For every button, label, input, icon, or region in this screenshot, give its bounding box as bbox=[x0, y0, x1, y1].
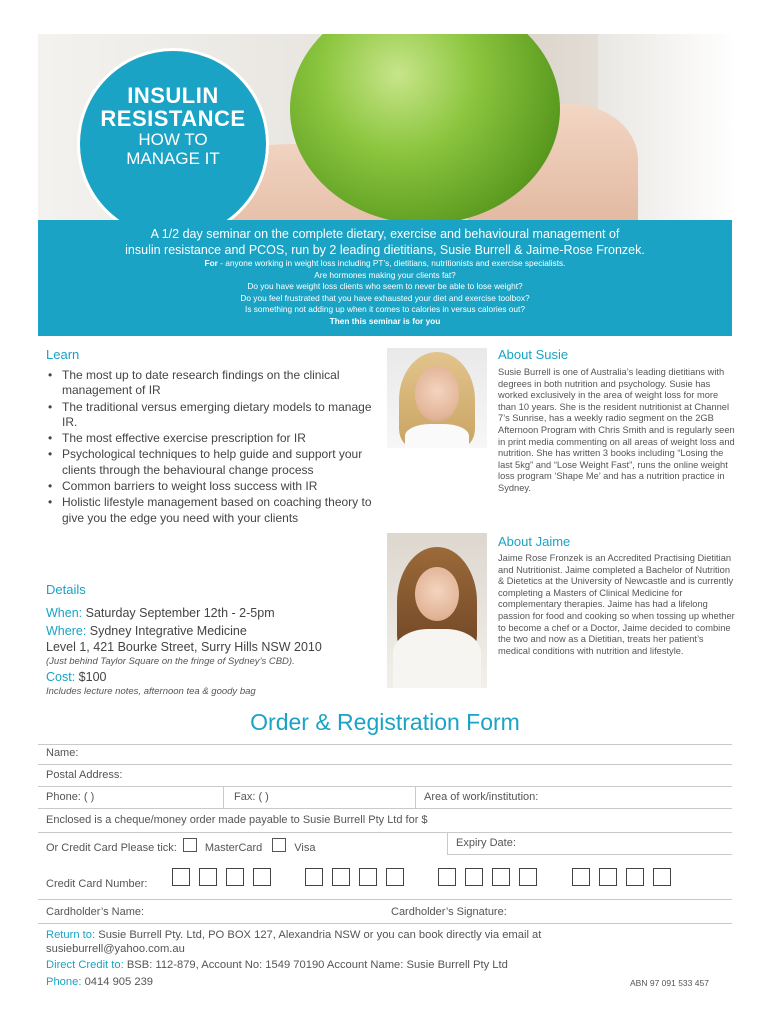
learn-item: • Holistic lifestyle management based on coaching theory to give you the edge you need with your clients bbox=[46, 495, 376, 526]
return-text: Susie Burrell Pty. Ltd, PO BOX 127, Alexandria NSW or you can book directly via email at bbox=[95, 929, 542, 941]
learn-heading: Learn bbox=[46, 347, 80, 362]
learn-item: • The traditional versus emerging dietary models to manage IR. bbox=[46, 400, 376, 431]
susie-bio: Susie Burrell is one of Australia’s leading dietitians with degrees in both nutrition and psychology. Susie has worked exclusively in the area of weight loss for more than 10 years. She is the resident nutritionist at Channel 7’s Sunrise, has a weekly radio segment on the 2GB Afternoon Program with Chris Smith and is regularly seen in print media commenting on all areas of weight loss and nutrition. She has written 3 books including “Losing the last 5kg” and “Lose Weight Fast”, runs the online weight loss program ‘Shape Me’ and has a nutrition practice in Sydney. bbox=[498, 367, 735, 493]
form-divider bbox=[38, 832, 732, 833]
cc-digit-box[interactable] bbox=[653, 868, 671, 886]
intro-lead-1: A 1/2 day seminar on the complete dietary, exercise and behavioural management of bbox=[150, 227, 620, 241]
credit-card-number-label: Credit Card Number: bbox=[46, 878, 148, 890]
cheque-field[interactable]: Enclosed is a cheque/money order made payable to Susie Burrell Pty Ltd for $ bbox=[46, 814, 428, 826]
cc-digit-box[interactable] bbox=[465, 868, 483, 886]
question-2: Do you have weight loss clients who seem to never be able to lose weight? bbox=[247, 281, 523, 291]
form-divider bbox=[223, 786, 224, 808]
cost-note: Includes lecture notes, afternoon tea & goody bag bbox=[46, 686, 256, 697]
form-divider bbox=[38, 764, 732, 765]
cardholder-signature-field[interactable]: Cardholder’s Signature: bbox=[391, 906, 507, 918]
title-badge bbox=[77, 48, 269, 240]
closing-text: Then this seminar is for you bbox=[329, 315, 441, 326]
jaime-photo bbox=[387, 533, 487, 688]
badge-line-4: MANAGE IT bbox=[126, 149, 220, 168]
cost-label: Cost: bbox=[46, 670, 76, 684]
question-3: Do you feel frustrated that you have exhausted your diet and exercise toolbox? bbox=[240, 292, 530, 303]
learn-item: • The most effective exercise prescription for IR bbox=[46, 431, 376, 446]
form-divider bbox=[447, 832, 448, 854]
cc-digit-box[interactable] bbox=[172, 868, 190, 886]
cardholder-name-field[interactable]: Cardholder’s Name: bbox=[46, 906, 145, 918]
order-form-title: Order & Registration Form bbox=[250, 709, 520, 735]
cc-digit-box[interactable] bbox=[626, 868, 644, 886]
address-note: (Just behind Taylor Square on the fringe of Sydney’s CBD). bbox=[46, 656, 295, 667]
where-line bbox=[46, 623, 386, 639]
phone-field[interactable]: Phone: ( ) bbox=[46, 791, 95, 803]
cc-digit-box[interactable] bbox=[332, 868, 350, 886]
when-line bbox=[46, 605, 386, 621]
return-label: Return to: bbox=[46, 929, 96, 941]
credit-card-tick-label: Or Credit Card Please tick: bbox=[46, 842, 177, 854]
fax-field[interactable]: Fax: ( ) bbox=[234, 791, 269, 803]
learn-item: • Psychological techniques to help guide and support your clients through the behavioural change process bbox=[46, 447, 376, 478]
name-field[interactable]: Name: bbox=[46, 747, 79, 759]
jaime-bio: Jaime Rose Fronzek is an Accredited Practising Dietitian and Nutritionist. Jaime completed a Bachelor of Nutrition & Dietetics at the University of Newcastle and is currently completing a Masters of Clinical Medicine for complementary therapies. Jaime has had a lifelong passion for food and cooking so when tossing up whether to become a chef or a Doctor, Jaime decided to combine the two and now as a Dietitian, treats her patient’s medical conditions with nutrition and lifestyle. bbox=[498, 553, 735, 656]
cc-digit-box[interactable] bbox=[226, 868, 244, 886]
badge-line-2: RESISTANCE bbox=[100, 106, 246, 131]
cc-digit-box[interactable] bbox=[519, 868, 537, 886]
phone-label: Phone: bbox=[46, 976, 82, 988]
about-susie-heading: About Susie bbox=[498, 347, 569, 362]
for-text: - anyone working in weight loss including PT’s, dietitians, nutritionists and exercise specialists. bbox=[217, 258, 566, 268]
intro-for-line bbox=[38, 258, 732, 270]
mastercard-label: MasterCard bbox=[204, 842, 263, 854]
where-label: Where: bbox=[46, 624, 87, 638]
form-divider bbox=[38, 923, 732, 924]
for-label: For bbox=[204, 258, 218, 268]
cc-digit-box[interactable] bbox=[253, 868, 271, 886]
when-label: When: bbox=[46, 606, 83, 620]
badge-line-3: HOW TO bbox=[138, 130, 208, 149]
details-heading: Details bbox=[46, 582, 86, 597]
cc-digit-box[interactable] bbox=[305, 868, 323, 886]
closing-line bbox=[38, 316, 732, 328]
form-divider bbox=[415, 786, 416, 808]
when-value: Saturday September 12th - 2-5pm bbox=[82, 606, 275, 620]
expiry-date-field[interactable]: Expiry Date: bbox=[456, 837, 516, 849]
postal-address-field[interactable]: Postal Address: bbox=[46, 769, 123, 781]
form-divider bbox=[38, 899, 732, 900]
cc-digit-box[interactable] bbox=[492, 868, 510, 886]
area-of-work-field[interactable]: Area of work/institution: bbox=[424, 791, 539, 803]
about-jaime-heading: About Jaime bbox=[498, 534, 571, 549]
form-divider bbox=[447, 854, 732, 855]
badge-line-1: INSULIN bbox=[127, 83, 219, 108]
cc-digit-box[interactable] bbox=[199, 868, 217, 886]
learn-item: • The most up to date research findings on the clinical management of IR bbox=[46, 368, 376, 399]
details-section bbox=[46, 582, 386, 698]
direct-credit-line bbox=[46, 959, 736, 971]
email-link[interactable]: susieburrell@yahoo.com.au bbox=[46, 943, 185, 955]
phone-text: 0414 905 239 bbox=[81, 976, 154, 988]
cc-digit-box[interactable] bbox=[572, 868, 590, 886]
intro-band bbox=[38, 220, 732, 336]
visa-checkbox[interactable] bbox=[272, 838, 286, 852]
learn-list bbox=[46, 368, 376, 527]
cc-digit-box[interactable] bbox=[359, 868, 377, 886]
cost-value: $100 bbox=[75, 670, 107, 684]
susie-photo bbox=[387, 348, 487, 448]
learn-item: • Common barriers to weight loss success with IR bbox=[46, 479, 376, 494]
direct-credit-text: BSB: 112-879, Account No: 1549 70190 Account Name: Susie Burrell Pty Ltd bbox=[123, 959, 508, 971]
form-divider bbox=[38, 786, 732, 787]
intro-lead-2: insulin resistance and PCOS, run by 2 leading dietitians, Susie Burrell & Jaime-Rose Fronzek. bbox=[125, 243, 645, 257]
mastercard-checkbox[interactable] bbox=[183, 838, 197, 852]
direct-credit-label: Direct Credit to: bbox=[46, 959, 124, 971]
cc-digit-box[interactable] bbox=[438, 868, 456, 886]
cc-digit-box[interactable] bbox=[599, 868, 617, 886]
cost-line bbox=[46, 669, 386, 685]
visa-label: Visa bbox=[294, 842, 316, 854]
form-divider bbox=[38, 744, 732, 745]
return-to-line bbox=[46, 929, 736, 941]
address-line: Level 1, 421 Bourke Street, Surry Hills NSW 2010 bbox=[46, 640, 322, 654]
question-1: Are hormones making your clients fat? bbox=[314, 269, 456, 280]
abn-number: ABN 97 091 533 457 bbox=[630, 978, 709, 988]
question-4: Is something not adding up when it comes to calories in versus calories out? bbox=[245, 304, 525, 314]
cc-digit-box[interactable] bbox=[386, 868, 404, 886]
where-value: Sydney Integrative Medicine bbox=[86, 624, 247, 638]
credit-card-type-row bbox=[46, 838, 466, 854]
form-divider bbox=[38, 808, 732, 809]
phone-line bbox=[46, 976, 153, 988]
